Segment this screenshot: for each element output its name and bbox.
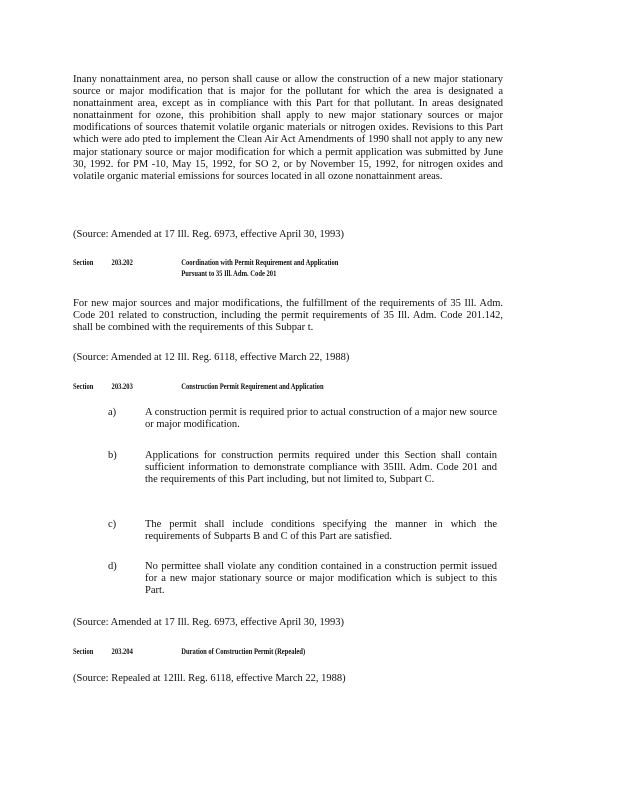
section-203-202-paragraph: For new major sources and major modifications, the fulfillment of the requirements of 35 Ill. Adm. Code 201 related to construction, including the permit requirements of 35 Ill. Adm. Code 201.142, shall be combined with the requirements of this Subpar t. (73, 298, 503, 334)
source-note-1: (Source: Amended at 17 Ill. Reg. 6973, effective April 30, 1993) (73, 229, 344, 240)
item-label: b) (108, 450, 117, 461)
section-label: Section (73, 647, 94, 656)
source-note-4: (Source: Repealed at 12Ill. Reg. 6118, effective March 22, 1988) (73, 673, 346, 684)
item-label: c) (108, 519, 117, 530)
section-title-line1: Coordination with Permit Requirement and Application (181, 258, 339, 267)
section-title-line2: Pursuant to 35 Ill. Adm. Code 201 (181, 269, 277, 278)
intro-paragraph: Inany nonattainment area, no person shall cause or allow the construction of a new major stationary source or major modification that is major for the pollutant for which the area is designated a nonattainment area, except as in compliance with this Part for that pollutant. In areas designated nonattainment for ozone, this prohibition shall apply to new major stationary sources or major modifications of sources thatemit volatile organic materials or nitrogen oxides. Revisions to this Part which were ado pted to implement the Clean Air Act Amendments of 1990 shall not apply to any new major stationary source or major modification for which a permit application was submitted by June 30, 1992. for PM -10, May 15, 1992, for SO 2, or by November 15, 1992, for nitrogen oxides and volatile organic material emissions for sources located in all ozone nonattainment areas. (73, 74, 503, 182)
section-label: Section (73, 382, 94, 391)
section-title: Duration of Construction Permit (Repealed) (181, 647, 306, 656)
item-label: a) (108, 407, 117, 418)
section-label: Section (73, 258, 94, 267)
section-number: 203.204 (111, 647, 133, 656)
item-text: A construction permit is required prior to actual construction of a major new source or major modification. (145, 407, 497, 431)
source-note-3: (Source: Amended at 17 Ill. Reg. 6973, effective April 30, 1993) (73, 617, 344, 628)
source-note-2: (Source: Amended at 12 Ill. Reg. 6118, effective March 22, 1988) (73, 352, 350, 363)
section-number: 203.202 (111, 258, 133, 267)
item-text: The permit shall include conditions specifying the manner in which the requirements of Subparts B and C of this Part are satisfied. (145, 519, 497, 543)
item-label: d) (108, 561, 117, 572)
section-number: 203.203 (111, 382, 133, 391)
section-title: Construction Permit Requirement and Application (181, 382, 324, 391)
item-text: No permittee shall violate any condition contained in a construction permit issued for a new major stationary source or major modification which is subject to this Part. (145, 561, 497, 597)
item-text: Applications for construction permits required under this Section shall contain sufficient information to demonstrate compliance with 35Ill. Adm. Code 201 and the requirements of this Part including, but not limited to, Subpart C. (145, 450, 497, 486)
